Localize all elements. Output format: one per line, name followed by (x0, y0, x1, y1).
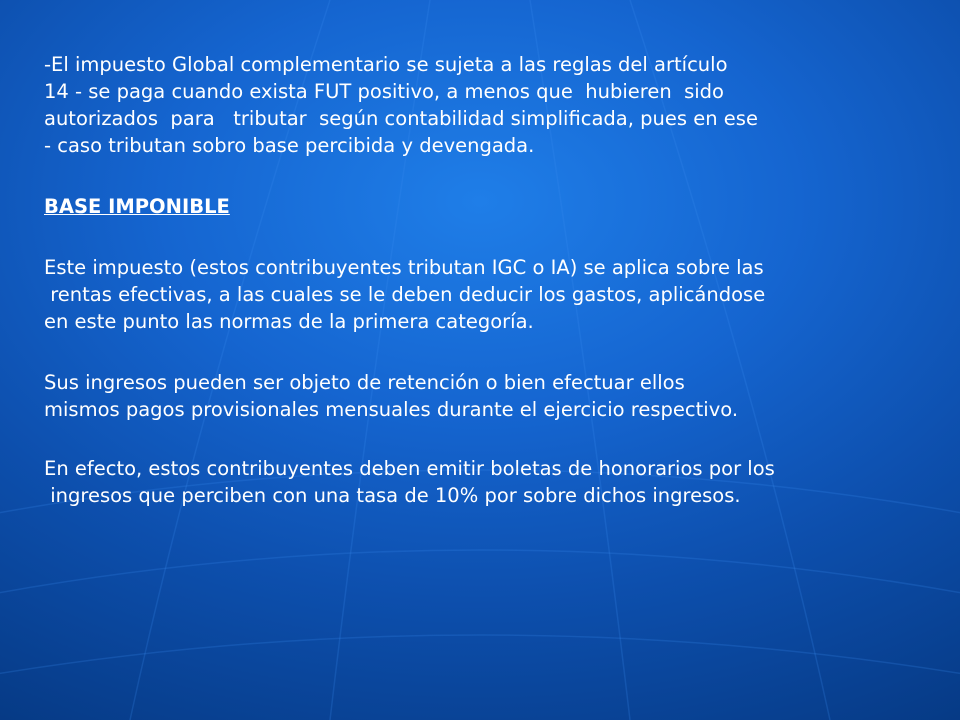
section-heading: BASE IMPONIBLE (44, 195, 230, 218)
paragraph-2-line-1: Este impuesto (estos contribuyentes tributan IGC o IA) se aplica sobre las (44, 256, 764, 279)
paragraph-4-line-1: En efecto, estos contribuyentes deben emitir boletas de honorarios por los (44, 457, 775, 480)
paragraph-2-line-3: en este punto las normas de la primera categoría. (44, 310, 534, 333)
paragraph-1-line-1: -El impuesto Global complementario se sujeta a las reglas del artículo (44, 53, 728, 76)
paragraph-2-line-2: rentas efectivas, a las cuales se le deben deducir los gastos, aplicándose (44, 283, 766, 306)
paragraph-3-line-1: Sus ingresos pueden ser objeto de retención o bien efectuar ellos (44, 371, 685, 394)
paragraph-1-line-2: 14 - se paga cuando exista FUT positivo, a menos que hubieren sido (44, 80, 724, 103)
paragraph-1-line-3: autorizados para tributar según contabilidad simplificada, pues en ese (44, 107, 758, 130)
paragraph-1-line-4: - caso tributan sobro base percibida y devengada. (44, 134, 535, 157)
paragraph-4-line-2: ingresos que perciben con una tasa de 10% por sobre dichos ingresos. (44, 484, 741, 507)
paragraph-3-line-2: mismos pagos provisionales mensuales durante el ejercicio respectivo. (44, 398, 739, 421)
